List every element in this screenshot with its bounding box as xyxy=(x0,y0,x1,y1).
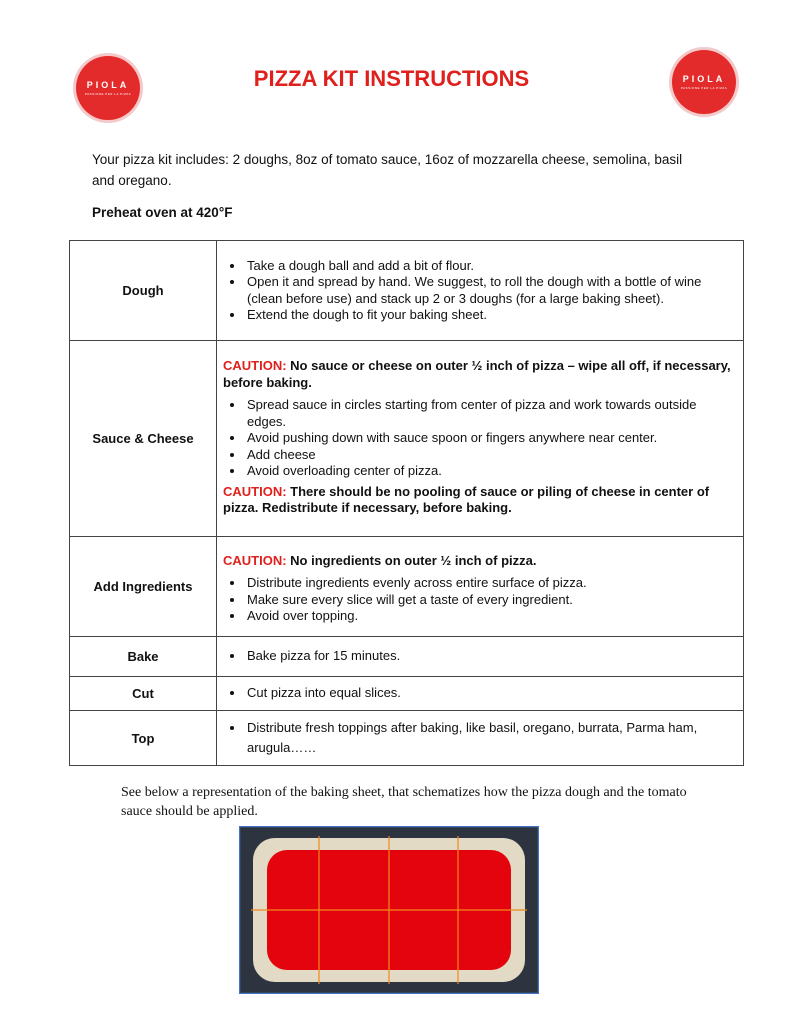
logo-tagline: PASSIONE PER LA PIZZA xyxy=(680,86,728,90)
step-label: Sauce & Cheese xyxy=(70,341,217,537)
step-row-bake xyxy=(70,637,744,677)
step-content xyxy=(217,341,744,537)
caution-note xyxy=(223,358,737,391)
step-row-add-ingredients xyxy=(70,537,744,637)
caution-tag: CAUTION: xyxy=(223,552,287,568)
step-label: Add Ingredients xyxy=(70,537,217,637)
baking-sheet-note: See below a representation of the baking sheet, that schematizes how the pizza dough and the tomato sauce should be applied. xyxy=(121,785,687,819)
step-bullet: • Avoid overloading center of pizza. xyxy=(245,463,737,480)
caution-tag: CAUTION: xyxy=(223,483,287,499)
step-bullet: • Make sure every slice will get a taste of every ingredient. xyxy=(245,592,737,609)
step-bullet: • Take a dough ball and add a bit of flour. xyxy=(245,258,737,275)
step-content xyxy=(217,241,744,341)
caution-text: No sauce or cheese on outer ½ inch of pizza – wipe all off, if necessary, before baking. xyxy=(223,358,731,390)
logo-tagline: PASSIONE PER LA PIZZA xyxy=(84,92,132,96)
caution-note xyxy=(223,553,737,570)
step-label: Bake xyxy=(70,637,217,677)
step-content xyxy=(217,677,744,711)
step-bullet: • Extend the dough to fit your baking sheet. xyxy=(245,307,737,324)
baking-sheet-svg xyxy=(239,826,539,994)
step-bullet: • Avoid pushing down with sauce spoon or fingers anywhere near center. xyxy=(245,430,737,447)
instructions-table xyxy=(69,240,744,766)
step-row-dough xyxy=(70,241,744,341)
caution-note xyxy=(223,484,737,517)
logo-brand: PIOLA xyxy=(682,74,726,84)
step-content xyxy=(217,711,744,766)
baking-sheet-diagram xyxy=(239,826,539,994)
step-content xyxy=(217,537,744,637)
step-row-sauce-cheese xyxy=(70,341,744,537)
step-bullet: • Spread sauce in circles starting from center of pizza and work towards outside edges. xyxy=(245,397,737,430)
caution-text: There should be no pooling of sauce or piling of cheese in center of pizza. Redistribute if necessary, before baking. xyxy=(223,483,710,516)
step-bullet: • Add cheese xyxy=(245,447,737,464)
page-title: PIZZA KIT INSTRUCTIONS xyxy=(253,66,530,91)
step-label: Cut xyxy=(70,677,217,711)
step-bullet: • Bake pizza for 15 minutes. xyxy=(245,648,737,665)
step-bullet: • Open it and spread by hand. We suggest, to roll the dough with a bottle of wine (clean before use) and stack up 2 or 3 doughs (for a large baking sheet). xyxy=(245,274,737,307)
step-bullet: • Avoid over topping. xyxy=(245,608,737,625)
caution-text: No ingredients on outer ½ inch of pizza. xyxy=(290,552,537,568)
caution-tag: CAUTION: xyxy=(223,358,287,374)
step-bullet: • Distribute fresh toppings after baking, like basil, oregano, burrata, Parma ham, arugula…… xyxy=(245,718,737,758)
step-label: Top xyxy=(70,711,217,766)
step-bullet: • Distribute ingredients evenly across entire surface of pizza. xyxy=(245,575,737,592)
step-label: Dough xyxy=(70,241,217,341)
step-row-top xyxy=(70,711,744,766)
preheat-instruction: Preheat oven at 420°F xyxy=(92,205,233,220)
logo-brand: PIOLA xyxy=(86,80,130,90)
step-content xyxy=(217,637,744,677)
kit-contents-text: Your pizza kit includes: 2 doughs, 8oz of tomato sauce, 16oz of mozzarella cheese, semolina, basil and oregano. xyxy=(92,152,683,188)
step-row-cut xyxy=(70,677,744,711)
step-bullet: • Cut pizza into equal slices. xyxy=(245,685,737,702)
